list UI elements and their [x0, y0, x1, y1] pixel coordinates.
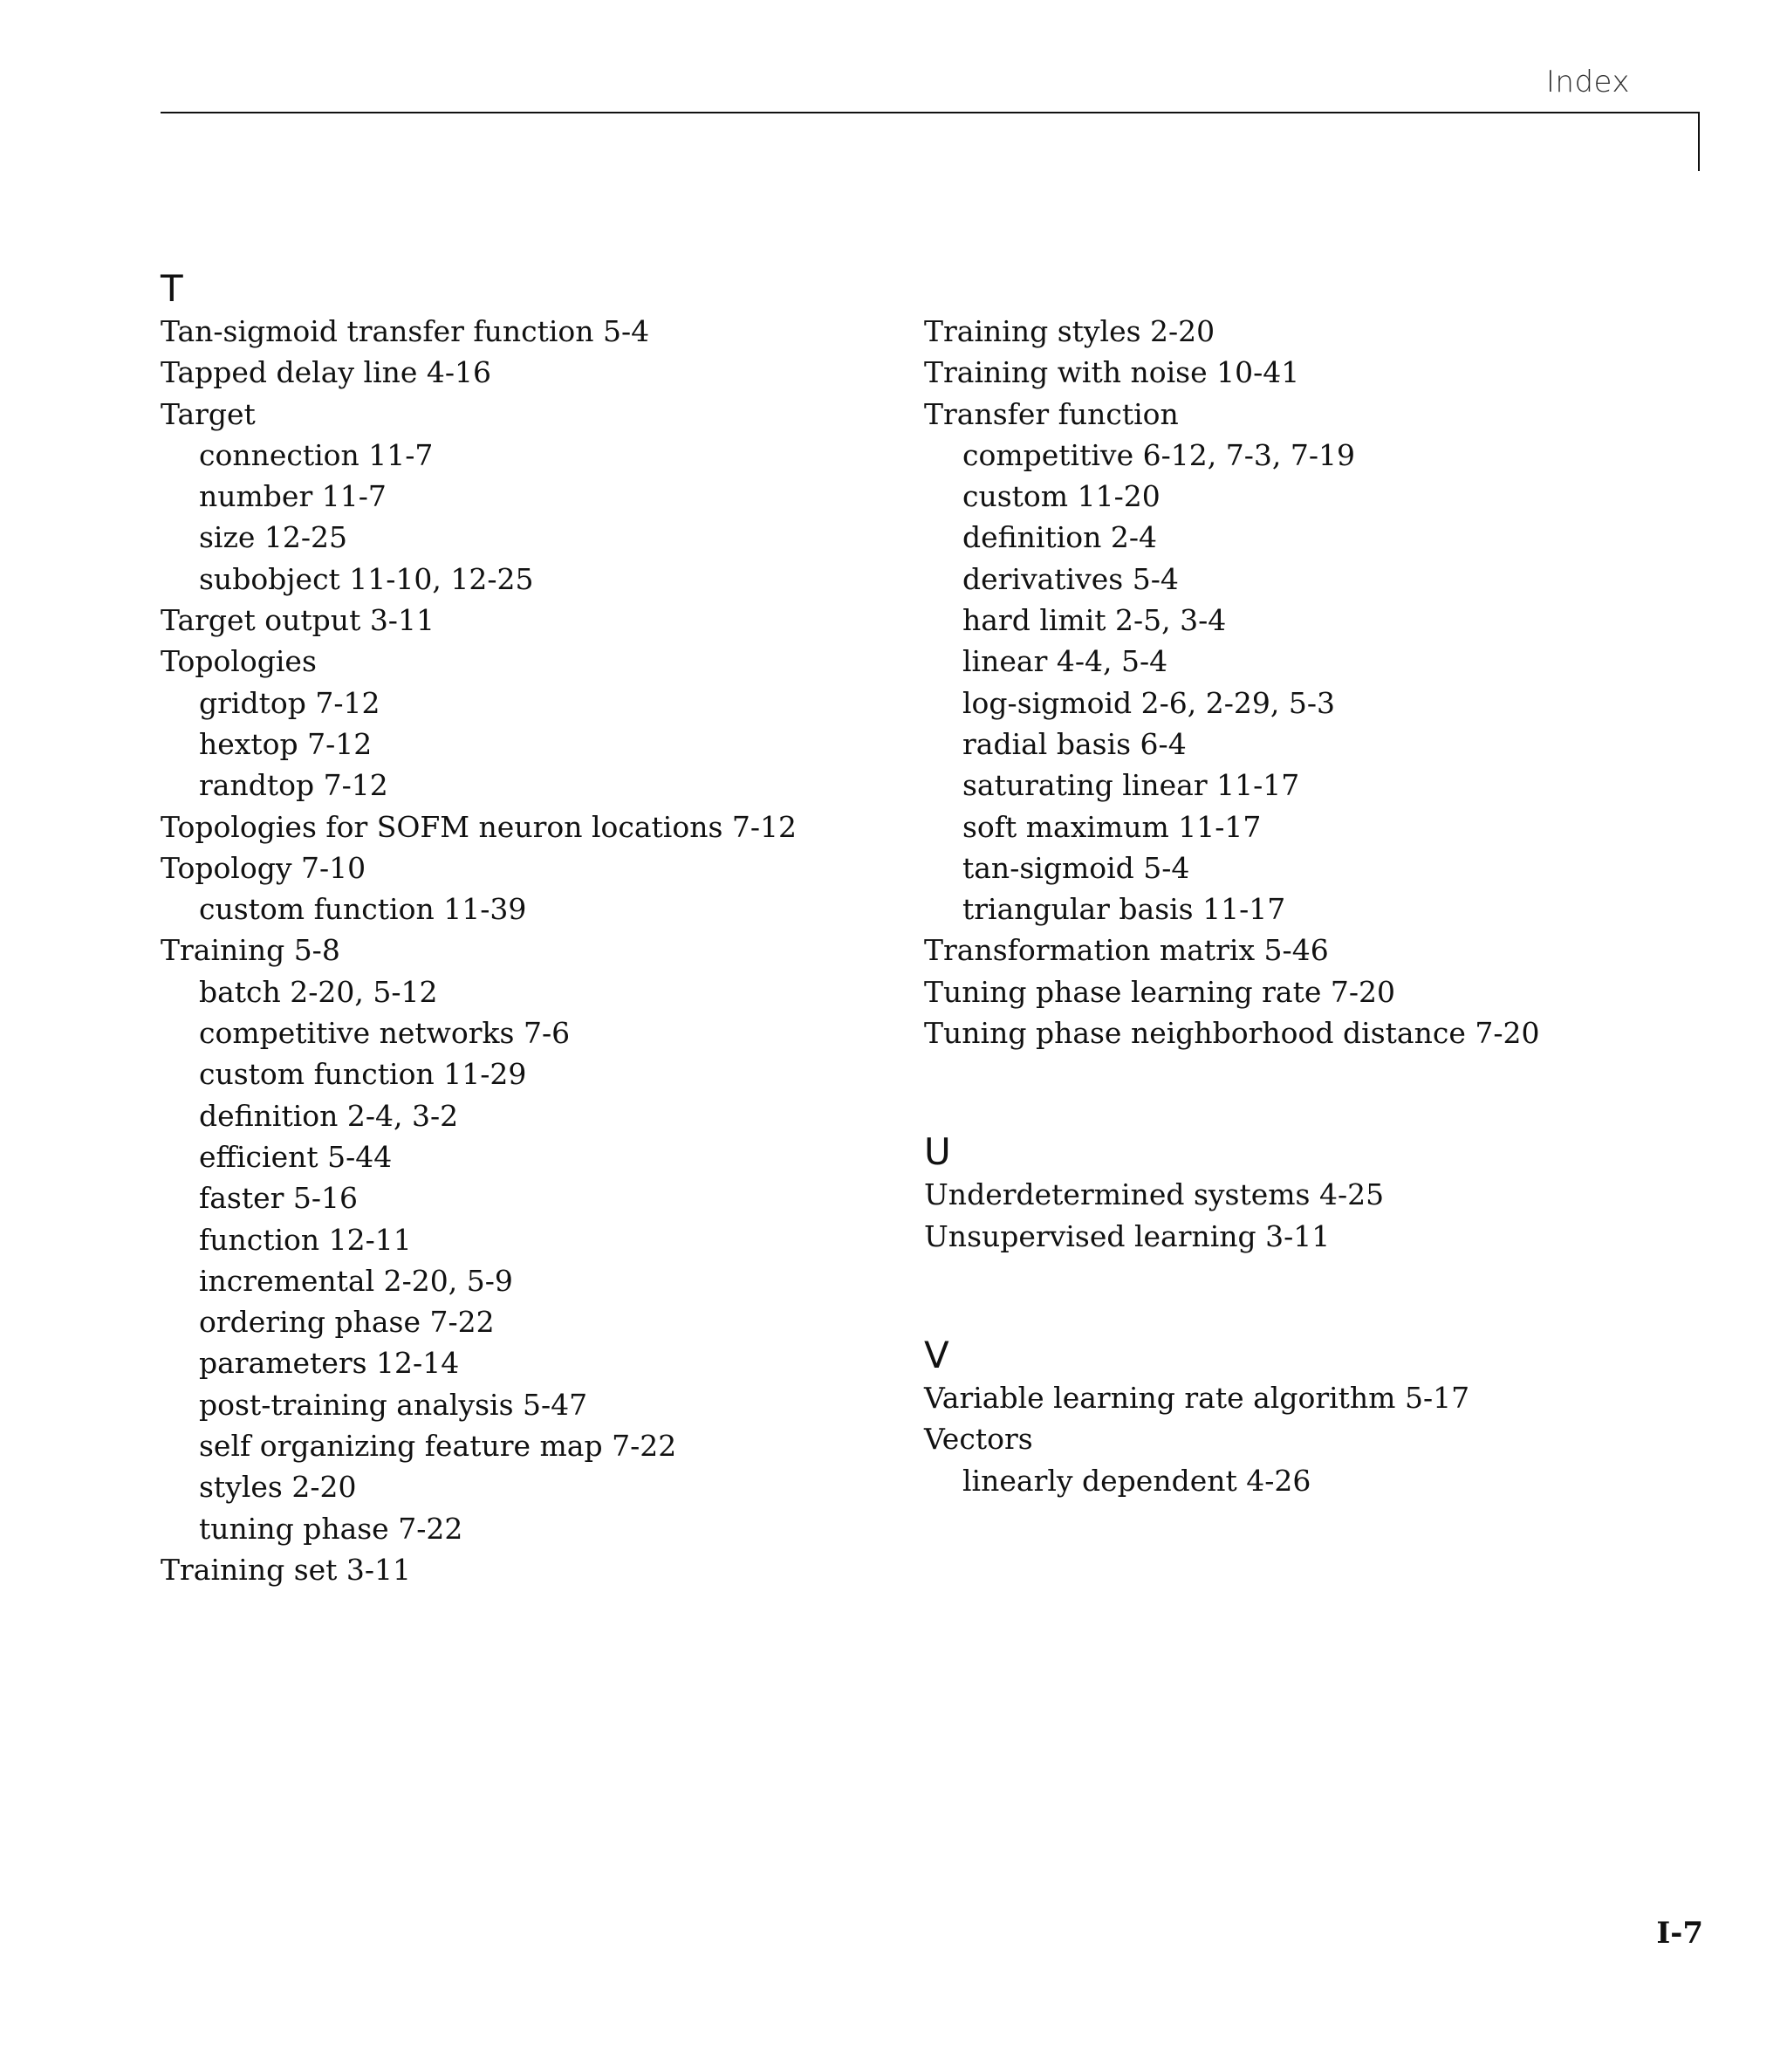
index-subentry: custom function 11-29	[199, 1057, 527, 1092]
index-entry: Training 5-8	[161, 933, 340, 968]
index-entry: Unsupervised learning 3-11	[924, 1218, 1331, 1253]
header-rule-tick	[1698, 112, 1700, 171]
index-subentry: soft maximum 11-17	[962, 809, 1262, 844]
section-letter: U	[924, 1130, 951, 1174]
index-subentry: size 12-25	[199, 520, 348, 555]
index-subentry: log-sigmoid 2-6, 2-29, 5-3	[962, 685, 1336, 720]
index-entry: Tapped delay line 4-16	[161, 355, 492, 390]
index-subentry: gridtop 7-12	[199, 685, 380, 720]
index-entry: Topologies for SOFM neuron locations 7-12	[161, 809, 798, 844]
index-subentry: tuning phase 7-22	[199, 1511, 463, 1546]
index-entry: Topologies	[161, 644, 317, 679]
index-entry: Tan-sigmoid transfer function 5-4	[161, 314, 650, 348]
index-subentry: ordering phase 7-22	[199, 1305, 495, 1340]
index-subentry: linear 4-4, 5-4	[962, 644, 1168, 679]
index-subentry: hard limit 2-5, 3-4	[962, 603, 1227, 638]
section-letter: V	[924, 1333, 949, 1376]
index-entry: Tuning phase learning rate 7-20	[924, 974, 1396, 1009]
index-subentry: parameters 12-14	[199, 1346, 460, 1381]
index-subentry: incremental 2-20, 5-9	[199, 1263, 513, 1298]
section-letter: T	[161, 267, 183, 310]
index-subentry: styles 2-20	[199, 1470, 357, 1505]
running-head: Index	[1545, 65, 1630, 99]
index-subentry: randtop 7-12	[199, 768, 388, 803]
index-subentry: custom 11-20	[962, 479, 1161, 514]
index-entry: Target output 3-11	[161, 603, 435, 638]
index-entry: Vectors	[924, 1422, 1033, 1457]
index-subentry: competitive 6-12, 7-3, 7-19	[962, 437, 1355, 472]
index-subentry: self organizing feature map 7-22	[199, 1429, 677, 1464]
index-subentry: definition 2-4	[962, 520, 1158, 555]
index-subentry: hextop 7-12	[199, 726, 373, 761]
index-subentry: faster 5-16	[199, 1181, 359, 1216]
index-subentry: competitive networks 7-6	[199, 1016, 571, 1051]
index-entry: Transfer function	[924, 396, 1179, 431]
index-entry: Tuning phase neighborhood distance 7-20	[924, 1016, 1540, 1051]
index-entry: Target	[161, 396, 256, 431]
index-subentry: linearly dependent 4-26	[962, 1463, 1311, 1498]
index-subentry: saturating linear 11-17	[962, 768, 1300, 803]
index-section	[924, 1334, 1674, 1501]
index-subentry: triangular basis 11-17	[962, 892, 1286, 927]
section-letter	[924, 267, 1674, 311]
index-section	[924, 1130, 1674, 1257]
index-section	[161, 267, 911, 1590]
index-subentry: radial basis 6-4	[962, 726, 1187, 761]
index-column-left	[161, 267, 911, 1590]
index-entry: Training styles 2-20	[924, 314, 1215, 348]
index-subentry: tan-sigmoid 5-4	[962, 850, 1190, 885]
index-entry: Training set 3-11	[161, 1552, 412, 1587]
index-entry: Training with noise 10-41	[924, 355, 1300, 390]
index-subentry: derivatives 5-4	[962, 561, 1179, 596]
index-subentry: custom function 11-39	[199, 892, 527, 927]
index-subentry: definition 2-4, 3-2	[199, 1098, 459, 1133]
index-section	[924, 267, 1674, 1053]
index-subentry: function 12-11	[199, 1222, 412, 1257]
index-subentry: post-training analysis 5-47	[199, 1387, 588, 1422]
index-entry: Transformation matrix 5-46	[924, 933, 1329, 968]
index-subentry: subobject 11-10, 12-25	[199, 561, 534, 596]
index-subentry: efficient 5-44	[199, 1139, 393, 1174]
index-entry: Underdetermined systems 4-25	[924, 1177, 1385, 1212]
index-entry-list	[924, 311, 1674, 1053]
index-entry: Variable learning rate algorithm 5-17	[924, 1380, 1470, 1415]
index-entry-list	[161, 311, 911, 1590]
index-subentry: number 11-7	[199, 479, 387, 514]
index-column-right	[924, 267, 1674, 1501]
index-entry: Topology 7-10	[161, 850, 366, 885]
index-entry-list	[924, 1174, 1674, 1257]
page-number: I-7	[1656, 1916, 1703, 1951]
index-subentry: batch 2-20, 5-12	[199, 974, 438, 1009]
header-rule	[161, 112, 1700, 113]
index-subentry: connection 11-7	[199, 437, 434, 472]
index-entry-list	[924, 1377, 1674, 1501]
